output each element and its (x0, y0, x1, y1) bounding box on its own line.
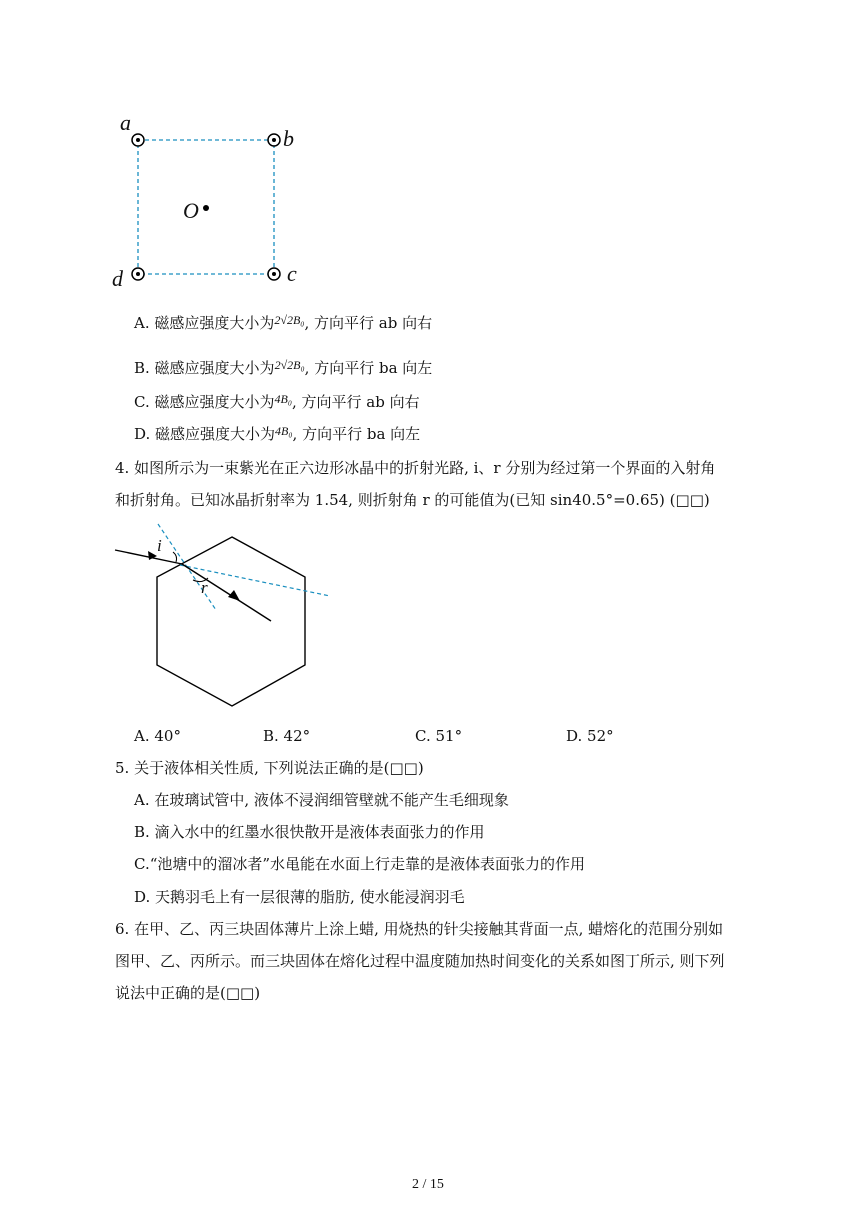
hexagon-diagram (110, 520, 350, 720)
q3-option-a: A. 磁感应强度大小为$^{2√2B_0}$, 方向平行 ab 向右 (134, 313, 433, 332)
q5-option-a: A. 在玻璃试管中, 液体不浸润细管壁就不能产生毛细现象 (134, 791, 509, 809)
refracted-ray (182, 564, 271, 621)
angle-i-arc (173, 552, 177, 562)
q4-stem-line2: 和折射角。已知冰晶折射率为 1.54, 则折射角 r 的可能值为(已知 sin40.5°=0.65) (□□) (115, 491, 710, 509)
q6-stem-line3: 说法中正确的是(□□) (115, 984, 261, 1002)
refracted-arrowhead (228, 590, 240, 601)
q3-option-d: D. 磁感应强度大小为$^{4B_0}$, 方向平行 ba 向左 (134, 424, 421, 443)
wire-d (132, 268, 144, 280)
label-o: O (183, 198, 199, 223)
label-i: i (157, 536, 162, 555)
q4-option-a: A. 40° (134, 727, 181, 745)
label-c: c (287, 261, 297, 286)
label-b: b (283, 126, 294, 151)
q4-option-b: B. 42° (263, 727, 311, 745)
wire-c (268, 268, 280, 280)
label-a: a (120, 110, 131, 135)
label-d: d (112, 266, 123, 291)
q5-stem: 5. 关于液体相关性质, 下列说法正确的是(□□) (115, 759, 424, 777)
q3-option-c: C. 磁感应强度大小为$^{4B_0}$, 方向平行 ab 向右 (134, 392, 420, 411)
square-diagram (110, 115, 330, 295)
q5-option-d: D. 天鹅羽毛上有一层很薄的脂肪, 使水能浸润羽毛 (134, 888, 465, 906)
q4-option-c: C. 51° (415, 727, 463, 745)
q5-option-c: C.“池塘中的溜冰者”水黾能在水面上行走靠的是液体表面张力的作用 (134, 855, 586, 873)
q6-stem-line2: 图甲、乙、丙所示。而三块固体在熔化过程中温度随加热时间变化的关系如图丁所示, 则下列 (115, 952, 725, 970)
q5-option-b: B. 滴入水中的红墨水很快散开是液体表面张力的作用 (134, 823, 485, 841)
q4-stem-line1: 4. 如图所示为一束紫光在正六边形冰晶中的折射光路, i、r 分别为经过第一个界面的入射角 (115, 459, 716, 477)
q4-option-d: D. 52° (566, 727, 614, 745)
wire-a (132, 134, 144, 146)
center-point-o (203, 205, 209, 211)
label-r: r (201, 578, 208, 597)
q3-option-b: B. 磁感应强度大小为$^{2√2B_0}$, 方向平行 ba 向左 (134, 358, 433, 377)
q6-stem-line1: 6. 在甲、乙、丙三块固体薄片上涂上蜡, 用烧热的针尖接触其背面一点, 蜡熔化的范围分别如 (115, 920, 724, 938)
wire-b (268, 134, 280, 146)
hexagon (157, 537, 305, 706)
page-number: 2 / 15 (412, 1177, 444, 1192)
